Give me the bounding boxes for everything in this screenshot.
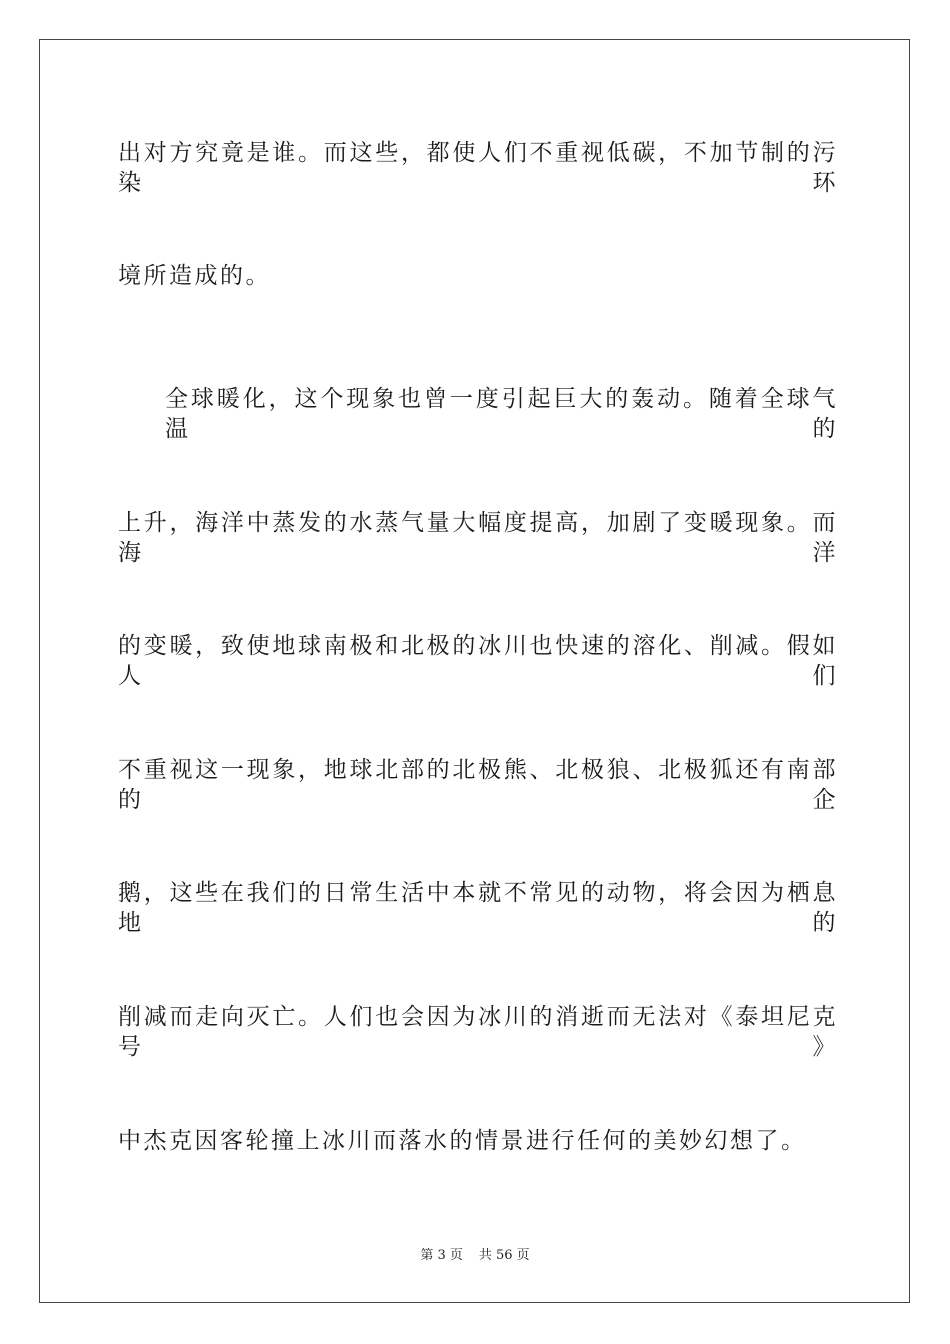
paragraph-line-1: 出对方究竟是谁。而这些，都使人们不重视低碳，不加节制的污染环	[118, 140, 838, 196]
paragraph-line-8: 削减而走向灭亡。人们也会因为冰川的消逝而无法对《泰坦尼克号》	[118, 1004, 838, 1060]
paragraph-line-3: 全球暖化，这个现象也曾一度引起巨大的轰动。随着全球气温的	[165, 386, 838, 442]
paragraph-line-4: 上升，海洋中蒸发的水蒸气量大幅度提高，加剧了变暖现象。而海洋	[118, 510, 838, 566]
paragraph-line-7: 鹅，这些在我们的日常生活中本就不常见的动物，将会因为栖息地的	[118, 880, 838, 936]
paragraph-line-5: 的变暖，致使地球南极和北极的冰川也快速的溶化、削减。假如人们	[118, 633, 838, 689]
paragraph-line-9: 中杰克因客轮撞上冰川而落水的情景进行任何的美妙幻想了。	[118, 1128, 807, 1154]
paragraph-line-2: 境所造成的。	[118, 263, 271, 289]
page-number: 第 3 页	[420, 1248, 463, 1263]
paragraph-line-6: 不重视这一现象，地球北部的北极熊、北极狼、北极狐还有南部的企	[118, 757, 838, 813]
page-total: 共 56 页	[478, 1248, 530, 1263]
page-footer	[0, 1248, 950, 1264]
